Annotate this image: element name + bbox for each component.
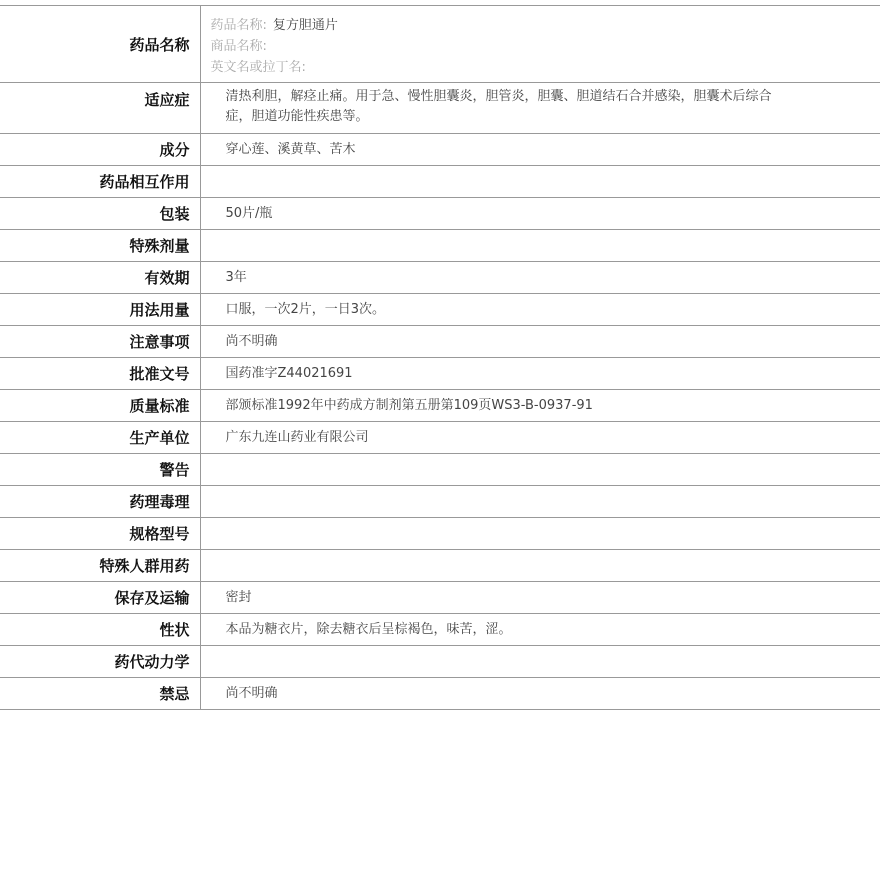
row-value (200, 166, 880, 198)
trade-name-key: 商品名称: (210, 39, 267, 54)
row-label: 有效期 (0, 262, 200, 294)
indication-row (0, 83, 880, 134)
warning-row (0, 454, 880, 486)
row-label: 用法用量 (0, 294, 200, 326)
contraindications-row (0, 678, 880, 710)
drug-info-table (0, 5, 880, 710)
row-label: 药品相互作用 (0, 166, 200, 198)
row-value: 部颁标准1992年中药成方制剂第五册第109页WS3-B-0937-91 (225, 397, 593, 413)
trade-name-line (211, 36, 880, 57)
manufacturer-row (0, 422, 880, 454)
row-label: 药理毒理 (0, 486, 200, 518)
precautions-row (0, 326, 880, 358)
row-value: 广东九连山药业有限公司 (225, 429, 369, 445)
row-label: 生产单位 (0, 422, 200, 454)
row-value: 尚不明确 (225, 333, 278, 349)
ingredients-row (0, 134, 880, 166)
drug-name-label: 药品名称 (0, 6, 200, 83)
row-label: 注意事项 (0, 326, 200, 358)
special-population-row (0, 550, 880, 582)
row-value (200, 486, 880, 518)
row-value: 3年 (225, 269, 247, 285)
row-label: 批准文号 (0, 358, 200, 390)
row-label: 保存及运输 (0, 582, 200, 614)
row-value (200, 550, 880, 582)
row-value: 密封 (225, 589, 252, 605)
row-label: 规格型号 (0, 518, 200, 550)
row-value: 本品为糖衣片，除去糖衣后呈棕褐色，味苦，涩。 (225, 621, 512, 637)
pharmacology-toxicology-row (0, 486, 880, 518)
shelf-life-row (0, 262, 880, 294)
generic-name-key: 药品名称: (210, 18, 267, 33)
approval-number-row (0, 358, 880, 390)
packaging-row (0, 198, 880, 230)
drug-name-row (0, 6, 880, 83)
drug-name-values (200, 6, 880, 83)
specification-row (0, 518, 880, 550)
row-label: 质量标准 (0, 390, 200, 422)
english-name-key: 英文名或拉丁名: (210, 60, 306, 75)
generic-name-value: 复方胆通片 (272, 18, 338, 33)
row-value: 国药准字Z44021691 (225, 365, 353, 381)
row-value (200, 646, 880, 678)
row-label: 成分 (0, 134, 200, 166)
row-value (200, 454, 880, 486)
row-value: 穿心莲、溪黄草、苦木 (225, 141, 356, 157)
row-label: 警告 (0, 454, 200, 486)
row-label: 禁忌 (0, 678, 200, 710)
storage-transport-row (0, 582, 880, 614)
row-value (200, 518, 880, 550)
usage-dosage-row (0, 294, 880, 326)
row-label: 性状 (0, 614, 200, 646)
row-value: 尚不明确 (225, 685, 278, 701)
row-label: 特殊人群用药 (0, 550, 200, 582)
row-label: 特殊剂量 (0, 230, 200, 262)
interactions-row (0, 166, 880, 198)
row-label: 包装 (0, 198, 200, 230)
english-name-line (211, 57, 880, 78)
row-value: 口服，一次2片，一日3次。 (225, 301, 386, 317)
row-value: 50片/瓶 (225, 205, 273, 221)
description-row (0, 614, 880, 646)
row-label: 适应症 (0, 83, 200, 134)
row-label: 药代动力学 (0, 646, 200, 678)
row-value (200, 230, 880, 262)
quality-standard-row (0, 390, 880, 422)
generic-name-line (211, 15, 880, 36)
row-value: 清热利胆，解痉止痛。用于急、慢性胆囊炎，胆管炎，胆囊、胆道结石合并感染，胆囊术后综合症，胆道功能性疾患等。 (225, 89, 772, 124)
pharmacokinetics-row (0, 646, 880, 678)
special-dosage-row (0, 230, 880, 262)
